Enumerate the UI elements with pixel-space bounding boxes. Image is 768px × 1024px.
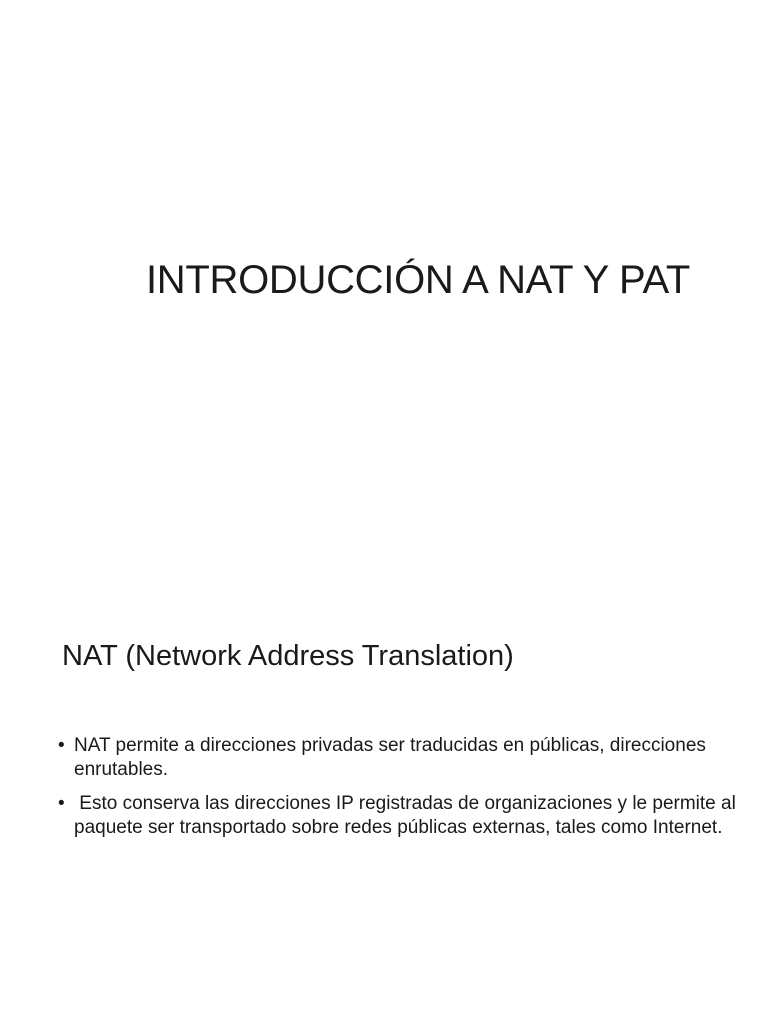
bullet-item	[58, 792, 742, 840]
bullet-item	[58, 734, 738, 782]
slide-title: INTRODUCCIÓN A NAT Y PAT	[145, 258, 690, 302]
bullet-list	[58, 734, 742, 850]
bullet-text: Esto conserva las direcciones IP registradas de organizaciones y le permite al paquete ser transportado sobre redes públicas externas, tales como Internet.	[74, 793, 742, 838]
bullet-glyph: •	[58, 793, 65, 814]
slide-2	[0, 576, 768, 1024]
bullet-text: NAT permite a direcciones privadas ser traducidas en públicas, direcciones enrutables.	[74, 735, 706, 780]
bullet-glyph: •	[58, 735, 65, 756]
slide-title: NAT (Network Address Translation)	[62, 640, 514, 672]
